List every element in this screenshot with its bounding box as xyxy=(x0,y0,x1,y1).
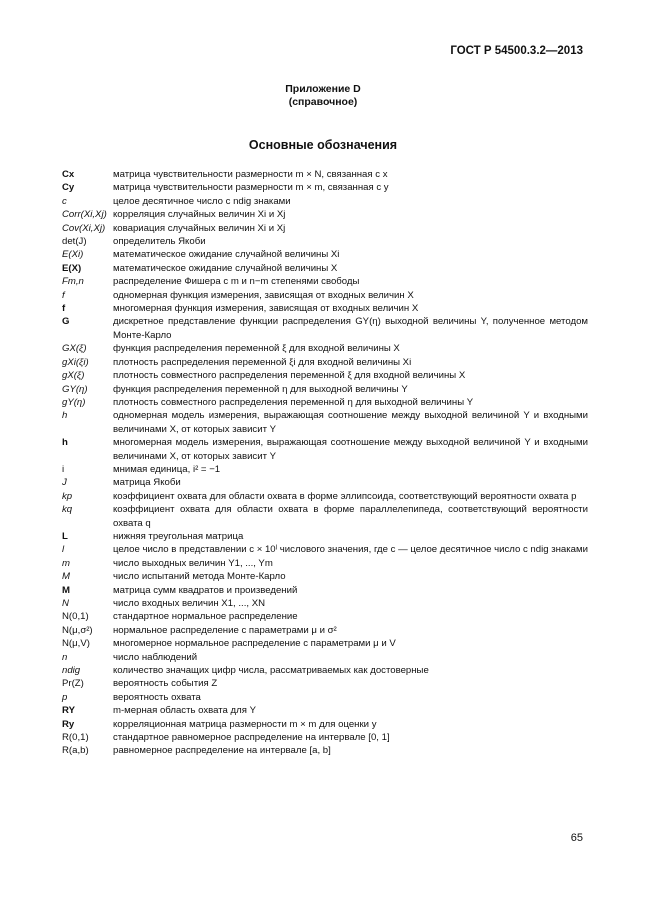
notation-symbol: GY(η) xyxy=(62,383,88,395)
notation-row xyxy=(62,463,588,476)
notation-row xyxy=(62,168,588,181)
notation-symbol: det(J) xyxy=(62,236,87,248)
notation-definition: число входных величин X1, ..., XN xyxy=(113,598,266,609)
notation-row xyxy=(62,744,588,757)
notation-definition: одномерная функция измерения, зависящая от входных величин X xyxy=(113,289,414,301)
notation-symbol: GX(ξ) xyxy=(62,343,87,355)
notation-row xyxy=(62,222,588,235)
notation-definition: многомерная функция измерения, зависящая от входных величин X xyxy=(113,303,419,315)
notation-row xyxy=(62,557,588,570)
notation-symbol: Corr(Xi,Xj) xyxy=(62,209,107,221)
notation-row xyxy=(62,664,588,677)
notation-symbol: gY(η) xyxy=(62,396,86,408)
notation-definition: целое число в представлении c × 10ˡ числового значения, где c — целое десятичное число с ndig знаками xyxy=(113,544,588,556)
notation-row xyxy=(62,691,588,704)
notation-definition: функция распределения переменной η для выходной величины Y xyxy=(113,383,408,395)
notation-definition: число выходных величин Y1, ..., Ym xyxy=(113,557,273,569)
notation-row xyxy=(62,731,588,744)
notation-symbol: h xyxy=(62,410,68,422)
notation-symbol: p xyxy=(62,691,68,703)
notation-symbol: J xyxy=(62,477,67,489)
notation-definition: математическое ожидание случайной величины Xi xyxy=(113,249,340,261)
notation-row xyxy=(62,503,588,530)
notation-row xyxy=(62,356,588,369)
notation-row xyxy=(62,490,588,503)
notation-definition: ковариация случайных величин Xi и Xj xyxy=(113,222,286,234)
notation-symbol: h xyxy=(62,437,68,449)
notation-row xyxy=(62,436,588,463)
notation-row xyxy=(62,704,588,717)
notation-symbol: n xyxy=(62,651,68,663)
notation-row xyxy=(62,383,588,396)
notation-definition: корреляция случайных величин Xi и Xj xyxy=(113,209,286,221)
notation-symbol: m xyxy=(62,557,70,569)
notation-row xyxy=(62,476,588,489)
notation-row xyxy=(62,275,588,288)
notation-symbol: Cov(Xi,Xj) xyxy=(62,222,106,234)
notation-definition: стандартное нормальное распределение xyxy=(113,611,298,623)
notation-row xyxy=(62,597,588,610)
notation-row xyxy=(62,248,588,261)
notation-symbol: Ry xyxy=(62,718,75,730)
notation-symbol: RY xyxy=(62,705,75,717)
notation-definition: коэффициент охвата для области охвата в форме параллелепипеда, соответствующий вероятности охвата q xyxy=(113,504,588,529)
notation-symbol: N(0,1) xyxy=(62,611,89,623)
notation-symbol: c xyxy=(62,195,67,207)
notation-definition: дискретное представление функции распределения GY(η) выходной величины Y, полученное методом Монте-Карло xyxy=(113,316,588,341)
notation-symbol: M xyxy=(62,584,70,596)
notation-row xyxy=(62,570,588,583)
notation-row xyxy=(62,651,588,664)
notation-definition: определитель Якоби xyxy=(113,236,206,248)
notation-symbol: L xyxy=(62,530,68,542)
notation-symbol: Fm,n xyxy=(62,276,84,288)
notation-row xyxy=(62,369,588,382)
notation-row xyxy=(62,718,588,731)
notation-definition: матрица чувствительности размерности m × N, связанная с x xyxy=(113,169,388,180)
notation-symbol: i xyxy=(62,463,65,475)
notation-definition: вероятность охвата xyxy=(113,691,201,703)
notation-symbol: Pr(Z) xyxy=(62,678,84,690)
notation-symbol: N(μ,σ²) xyxy=(62,624,93,636)
notation-definition: функция распределения переменной ξ для входной величины X xyxy=(113,343,400,355)
notation-row xyxy=(62,181,588,194)
appendix-label: Приложение D xyxy=(285,83,361,95)
document-header: ГОСТ Р 54500.3.2—2013 xyxy=(450,45,583,57)
notation-row xyxy=(62,396,588,409)
notation-symbol: l xyxy=(62,544,65,556)
notation-symbol: ndig xyxy=(62,665,81,677)
notation-symbol: M xyxy=(62,571,70,583)
notation-list xyxy=(62,168,588,758)
notation-definition: математическое ожидание случайной величины X xyxy=(113,262,338,274)
notation-symbol: gXi(ξi) xyxy=(62,356,89,368)
notation-symbol: kq xyxy=(62,504,73,516)
notation-definition: плотность совместного распределения переменной ξ для входной величины X xyxy=(113,370,466,382)
notation-symbol: f xyxy=(62,289,65,301)
notation-symbol: E(Xi) xyxy=(62,249,84,261)
notation-definition: равномерное распределение на интервале [a, b] xyxy=(113,745,331,757)
notation-row xyxy=(62,235,588,248)
notation-row xyxy=(62,208,588,221)
notation-row xyxy=(62,289,588,302)
notation-definition: многомерная модель измерения, выражающая соотношение между выходной величиной Y и входными величинами X, от которых зависит Y xyxy=(113,437,588,462)
notation-symbol: gX(ξ) xyxy=(62,370,85,382)
notation-definition: матрица сумм квадратов и произведений xyxy=(113,584,298,596)
notation-definition: коэффициент охвата для области охвата в форме эллипсоида, соответствующий вероятности охвата p xyxy=(113,490,577,502)
notation-definition: нормальное распределение с параметрами μ и σ² xyxy=(113,624,337,636)
notation-definition: целое десятичное число с ndig знаками xyxy=(113,195,291,207)
notation-definition: корреляционная матрица размерности m × m для оценки y xyxy=(113,718,377,730)
notation-row xyxy=(62,262,588,275)
appendix-heading xyxy=(0,83,646,109)
notation-row xyxy=(62,409,588,436)
notation-definition: m-мерная область охвата для Y xyxy=(113,705,257,717)
notation-definition: число наблюдений xyxy=(113,651,198,663)
notation-row xyxy=(62,584,588,597)
notation-definition: распределение Фишера с m и n−m степенями свободы xyxy=(113,276,360,288)
notation-definition: количество значащих цифр числа, рассматриваемых как достоверные xyxy=(113,665,429,677)
notation-row xyxy=(62,677,588,690)
notation-row xyxy=(62,624,588,637)
notation-definition: число испытаний метода Монте-Карло xyxy=(113,571,286,583)
notation-row xyxy=(62,637,588,650)
notation-row xyxy=(62,195,588,208)
notation-row xyxy=(62,543,588,556)
notation-definition: стандартное равномерное распределение на интервале [0, 1] xyxy=(113,732,390,744)
notation-symbol: N(μ,V) xyxy=(62,638,90,650)
appendix-type: (справочное) xyxy=(288,96,358,108)
notation-definition: матрица Якоби xyxy=(113,477,181,489)
section-title: Основные обозначения xyxy=(248,138,398,152)
notation-definition: мнимая единица, i² = −1 xyxy=(113,463,221,475)
notation-definition: матрица чувствительности размерности m × m, связанная с y xyxy=(113,182,389,194)
notation-symbol: G xyxy=(62,316,70,328)
notation-symbol: Cy xyxy=(62,182,75,194)
notation-row xyxy=(62,610,588,623)
notation-symbol: Cx xyxy=(62,169,75,180)
notation-row xyxy=(62,530,588,543)
notation-definition: одномерная модель измерения, выражающая соотношение между выходной величиной Y и входными величинами X, от которых зависит Y xyxy=(113,410,588,435)
notation-symbol: kp xyxy=(62,490,73,502)
notation-symbol: E(X) xyxy=(62,262,82,274)
notation-row xyxy=(62,342,588,355)
notation-symbol: R(a,b) xyxy=(62,745,89,757)
page-number: 65 xyxy=(570,832,583,844)
notation-symbol: R(0,1) xyxy=(62,732,89,744)
notation-row xyxy=(62,315,588,342)
notation-definition: плотность распределения переменной ξi для входной величины Xi xyxy=(113,356,412,368)
notation-definition: плотность совместного распределения переменной η для выходной величины Y xyxy=(113,396,474,408)
notation-symbol: f xyxy=(62,303,66,315)
notation-definition: нижняя треугольная матрица xyxy=(113,530,244,542)
notation-definition: многомерное нормальное распределение с параметрами μ и V xyxy=(113,638,396,650)
notation-row xyxy=(62,302,588,315)
notation-symbol: N xyxy=(62,598,69,609)
notation-definition: вероятность события Z xyxy=(113,678,218,690)
